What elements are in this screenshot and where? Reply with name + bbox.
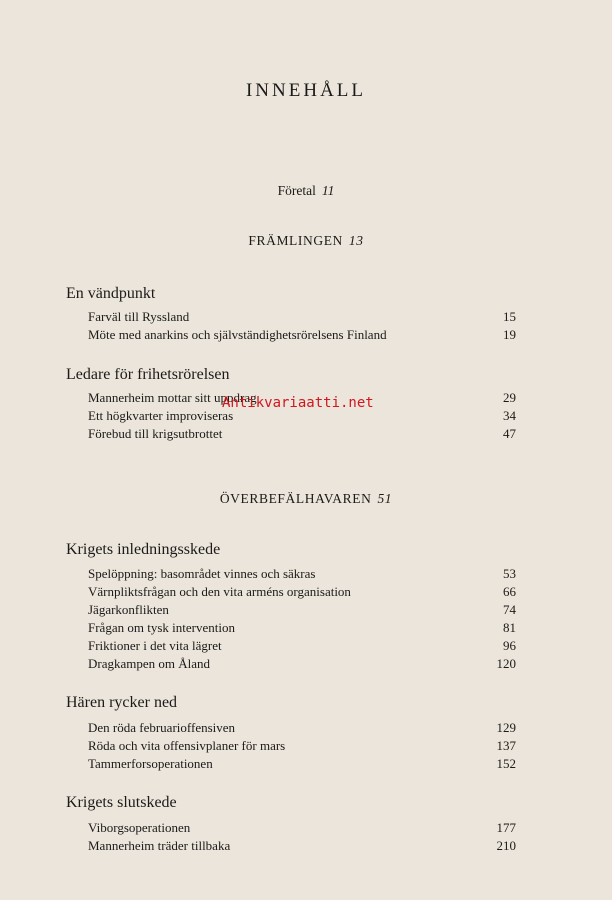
toc-entry-page: 177 — [496, 820, 516, 835]
chapter-heading: Ledare för frihetsrörelsen — [66, 366, 230, 383]
chapter-heading: Krigets inledningsskede — [66, 541, 221, 558]
toc-entry[interactable] — [88, 566, 516, 584]
toc-entry-page: 81 — [503, 620, 516, 635]
chapter-heading: Hären rycker ned — [66, 694, 178, 711]
toc-entry[interactable] — [88, 620, 516, 638]
toc-entry-page: 152 — [496, 756, 516, 771]
toc-entry-title: Värnpliktsfrågan och den vita arméns organisation — [88, 584, 351, 599]
toc-entry[interactable] — [88, 426, 516, 444]
toc-entry-page: 96 — [503, 638, 516, 653]
toc-entry-page: 34 — [503, 408, 516, 423]
toc-entry-page: 15 — [503, 309, 516, 324]
toc-entry-page: 19 — [503, 327, 516, 342]
chapter-heading: En vändpunkt — [66, 285, 156, 302]
part-page: 13 — [348, 233, 364, 248]
toc-entry[interactable] — [88, 756, 516, 774]
foreword-line — [0, 183, 612, 199]
toc-entry-page: 137 — [496, 738, 516, 753]
toc-entry[interactable] — [88, 720, 516, 738]
toc-entry-title: Tammerforsoperationen — [88, 756, 213, 771]
toc-entry-title: Mannerheim mottar sitt uppdrag — [88, 390, 257, 405]
watermark: Antikvariaatti.net — [222, 395, 374, 411]
toc-entry-title: Viborgsoperationen — [88, 820, 191, 835]
toc-entry[interactable] — [88, 820, 516, 838]
toc-entry[interactable] — [88, 327, 516, 345]
toc-entry-title: Jägarkonflikten — [88, 602, 169, 617]
chapter-heading: Krigets slutskede — [66, 794, 177, 811]
toc-entry-title: Spelöppning: basområdet vinnes och säkras — [88, 566, 316, 581]
toc-entry[interactable] — [88, 638, 516, 656]
toc-entry-title: Frågan om tysk intervention — [88, 620, 235, 635]
toc-entry-title: Farväl till Ryssland — [88, 309, 190, 324]
toc-entry[interactable] — [88, 584, 516, 602]
foreword-page: 11 — [321, 183, 335, 198]
toc-entry[interactable] — [88, 309, 516, 327]
toc-entry-title: Friktioner i det vita lägret — [88, 638, 222, 653]
page-title: INNEHÅLL — [245, 80, 367, 101]
part-heading — [0, 233, 612, 249]
toc-entry-page: 53 — [503, 566, 516, 581]
part-title: ÖVERBEFÄLHAVAREN — [219, 491, 372, 506]
foreword-label: Företal — [277, 183, 316, 198]
toc-entry-title: Röda och vita offensivplaner för mars — [88, 738, 286, 753]
toc-entry-title: Dragkampen om Åland — [88, 656, 211, 671]
toc-entry-page: 66 — [503, 584, 516, 599]
toc-entry-page: 29 — [503, 390, 516, 405]
part-title: FRÄMLINGEN — [248, 233, 343, 248]
toc-entry-title: Förebud till krigsutbrottet — [88, 426, 223, 441]
toc-entry-title: Mannerheim träder tillbaka — [88, 838, 231, 853]
toc-entry-page: 129 — [496, 720, 516, 735]
toc-entry-page: 120 — [496, 656, 516, 671]
toc-entry-title: Ett högkvarter improviseras — [88, 408, 234, 423]
part-page: 51 — [377, 491, 393, 506]
toc-entry[interactable] — [88, 738, 516, 756]
toc-entry-page: 74 — [503, 602, 516, 617]
toc-entry-title: Möte med anarkins och självständighetsrörelsens Finland — [88, 327, 387, 342]
toc-entry-title: Den röda februarioffensiven — [88, 720, 236, 735]
toc-entry[interactable] — [88, 656, 516, 674]
part-heading — [0, 491, 612, 507]
toc-entry-page: 210 — [496, 838, 516, 853]
toc-entry[interactable] — [88, 602, 516, 620]
toc-entry[interactable] — [88, 838, 516, 856]
toc-entry-page: 47 — [503, 426, 516, 441]
